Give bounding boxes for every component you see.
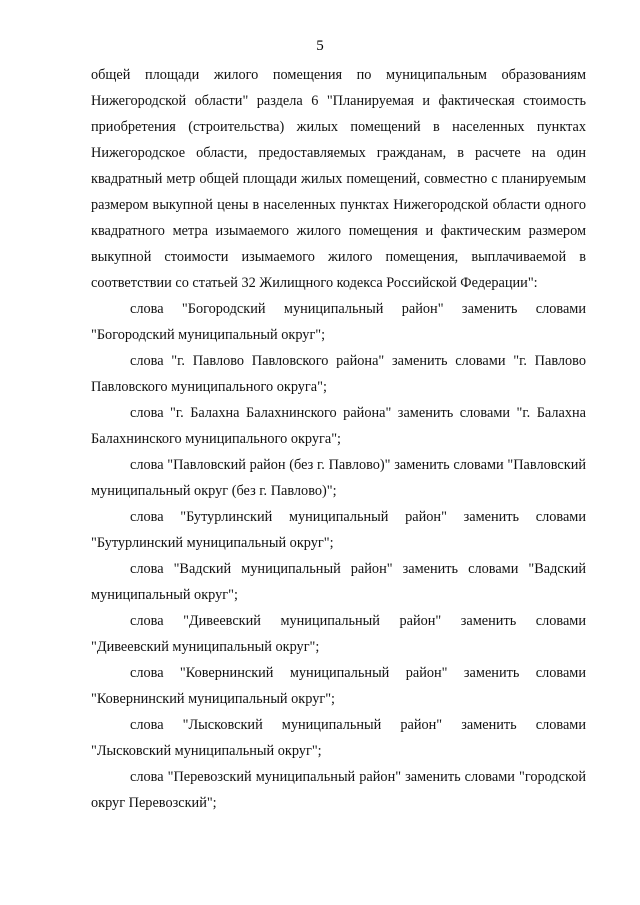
paragraph-buturlinsky: слова "Бутурлинский муниципальный район" заменить словами "Бутурлинский муниципальный округ"; [91, 509, 586, 551]
document-body [91, 62, 586, 816]
paragraph-pavlovo-city: слова "г. Павлово Павловского района" заменить словами "г. Павлово Павловского муниципального округа"; [91, 353, 586, 395]
paragraph-bogorodsky: слова "Богородский муниципальный район" заменить словами "Богородский муниципальный округ"; [91, 301, 586, 343]
paragraph-diveevsky: слова "Дивеевский муниципальный район" заменить словами "Дивеевский муниципальный округ"; [91, 613, 586, 655]
paragraph-intro: общей площади жилого помещения по муниципальным образованиям Нижегородской области" раздела 6 "Планируемая и фактическая стоимость приобретения (строительства) жилых помещений в населенных пунктах Нижегородское области, предоставляемых гражданам, в расчете на один квадратный метр общей площади жилых помещений, совместно с планируемым размером выкупной цены в населенных пунктах Нижегородской области одного квадратного метра изымаемого жилого помещения и фактическим размером выкупной стоимости изымаемого жилого помещения, выплачиваемой в соответствии со статьей 32 Жилищного кодекса Российской Федерации": [91, 67, 586, 291]
paragraph-perevozsky: слова "Перевозский муниципальный район" заменить словами "городской округ Перевозский"; [91, 769, 586, 811]
paragraph-pavlovsky-district: слова "Павловский район (без г. Павлово)" заменить словами "Павловский муниципальный округ (без г. Павлово)"; [91, 457, 586, 499]
paragraph-koverninsky: слова "Ковернинский муниципальный район" заменить словами "Ковернинский муниципальный округ"; [91, 665, 586, 707]
page-number: 5 [316, 38, 324, 54]
paragraph-vadsky: слова "Вадский муниципальный район" заменить словами "Вадский муниципальный округ"; [91, 561, 586, 603]
paragraph-balakhna: слова "г. Балахна Балахнинского района" заменить словами "г. Балахна Балахнинского муниципального округа"; [91, 405, 586, 447]
paragraph-lyskovsky: слова "Лысковский муниципальный район" заменить словами "Лысковский муниципальный округ"; [91, 717, 586, 759]
